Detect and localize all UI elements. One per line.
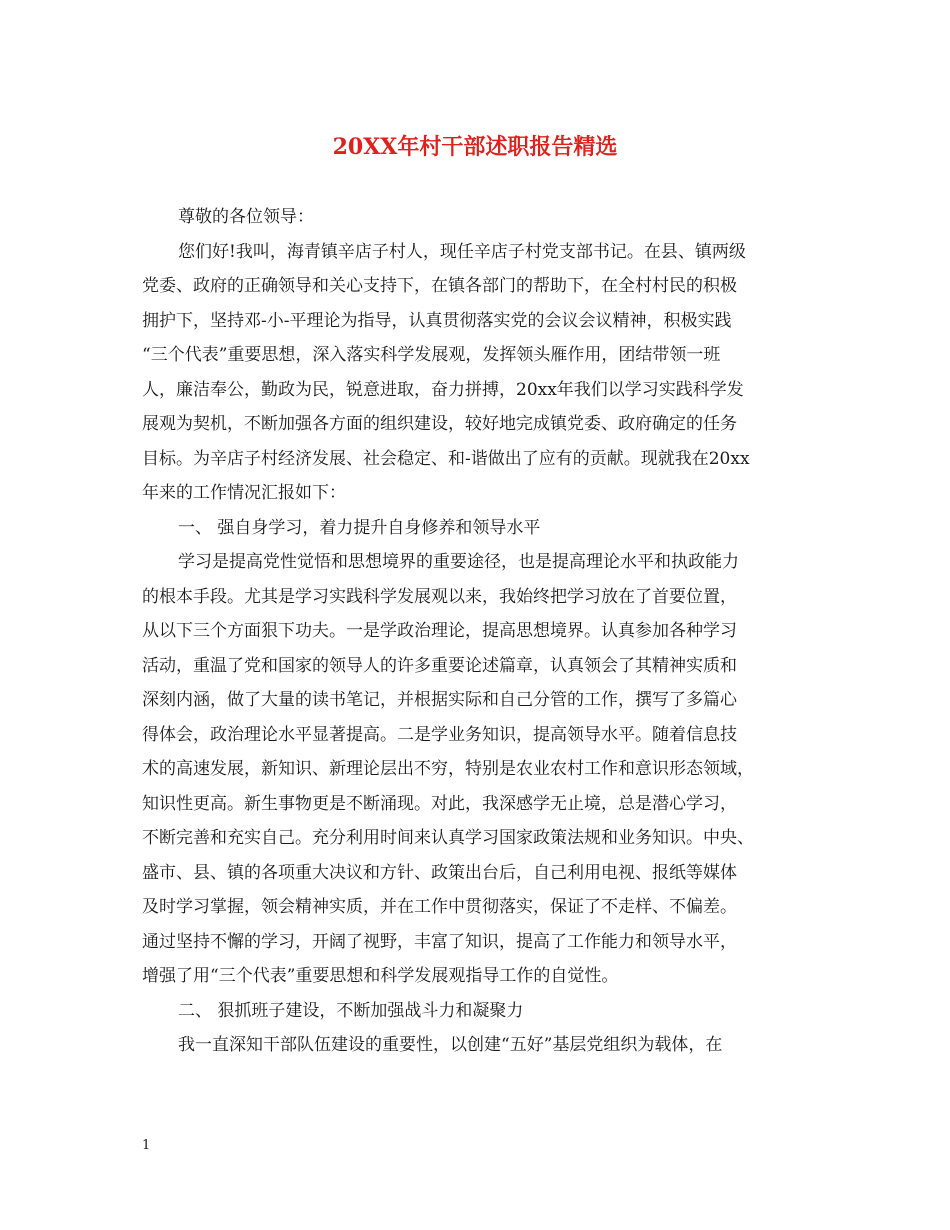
paragraph-line: 通过坚持不懈的学习，开阔了视野，丰富了知识，提高了工作能力和领导水平， xyxy=(142,931,737,952)
section-heading-2: 二、 狠抓班子建设，不断加强战斗力和凝聚力 xyxy=(178,1000,524,1021)
paragraph-line: 年来的工作情况汇报如下： xyxy=(142,483,346,503)
paragraph-line: 及时学习掌握，领会精神实质，并在工作中贯彻落实，保证了不走样、不偏差。 xyxy=(142,897,737,917)
paragraph-line: 拥护下，坚持邓-小-平理论为指导，认真贯彻落实党的会议会议精神，积极实践 xyxy=(142,310,732,331)
paragraph-line: 的根本手段。尤其是学习实践科学发展观以来，我始终把学习放在了首要位置， xyxy=(142,586,737,607)
paragraph-line: 增强了用“三个代表”重要思想和科学发展观指导工作的自觉性。 xyxy=(142,966,619,986)
paragraph-line: “三个代表”重要思想，深入落实科学发展观，发挥领头雁作用，团结带领一班 xyxy=(142,345,721,365)
paragraph-line: 深刻内涵，做了大量的读书笔记，并根据实际和自己分管的工作，撰写了多篇心 xyxy=(142,690,737,710)
document-title: 20XX年村干部述职报告精选 xyxy=(332,134,618,160)
paragraph-line: 学习是提高党性觉悟和思想境界的重要途径，也是提高理论水平和执政能力 xyxy=(178,552,739,572)
salutation-line: 尊敬的各位领导： xyxy=(178,207,314,227)
paragraph-line: 我一直深知干部队伍建设的重要性，以创建“五好”基层党组织为载体，在 xyxy=(178,1035,723,1055)
paragraph-line: 知识性更高。新生事物更是不断涌现。对此，我深感学无止境，总是潜心学习， xyxy=(142,793,737,814)
paragraph-line: 从以下三个方面狠下功夫。一是学政治理论，提高思想境界。认真参加各种学习 xyxy=(142,621,737,641)
paragraph-line: 人，廉洁奉公，勤政为民，锐意进取，奋力拼搏，20xx年我们以学习实践科学发 xyxy=(142,379,744,400)
page-number: 1 xyxy=(142,1138,151,1153)
paragraph-line: 得体会，政治理论水平显著提高。二是学业务知识，提高领导水平。随着信息技 xyxy=(142,724,737,745)
paragraph-line: 目标。为辛店子村经济发展、社会稳定、和-谐做出了应有的贡献。现就我在20xx xyxy=(142,448,750,469)
paragraph-line: 活动，重温了党和国家的领导人的许多重要论述篇章，认真领会了其精神实质和 xyxy=(142,655,737,676)
paragraph-line: 您们好!我叫，海青镇辛店子村人，现任辛店子村党支部书记。在县、镇两级 xyxy=(178,241,746,262)
document-body xyxy=(142,200,822,1063)
paragraph-line: 盛市、县、镇的各项重大决议和方针、政策出台后，自己利用电视、报纸等媒体 xyxy=(142,862,737,883)
paragraph-line: 党委、政府的正确领导和关心支持下，在镇各部门的帮助下，在全村村民的积极 xyxy=(142,276,737,296)
section-heading-1: 一、 强自身学习，着力提升自身修养和领导水平 xyxy=(178,517,541,538)
paragraph-line: 术的高速发展，新知识、新理论层出不穷，特别是农业农村工作和意识形态领域， xyxy=(142,759,754,779)
paragraph-line: 展观为契机，不断加强各方面的组织建设，较好地完成镇党委、政府确定的任务 xyxy=(142,414,737,434)
paragraph-line: 不断完善和充实自己。充分利用时间来认真学习国家政策法规和业务知识。中央、 xyxy=(142,828,754,848)
